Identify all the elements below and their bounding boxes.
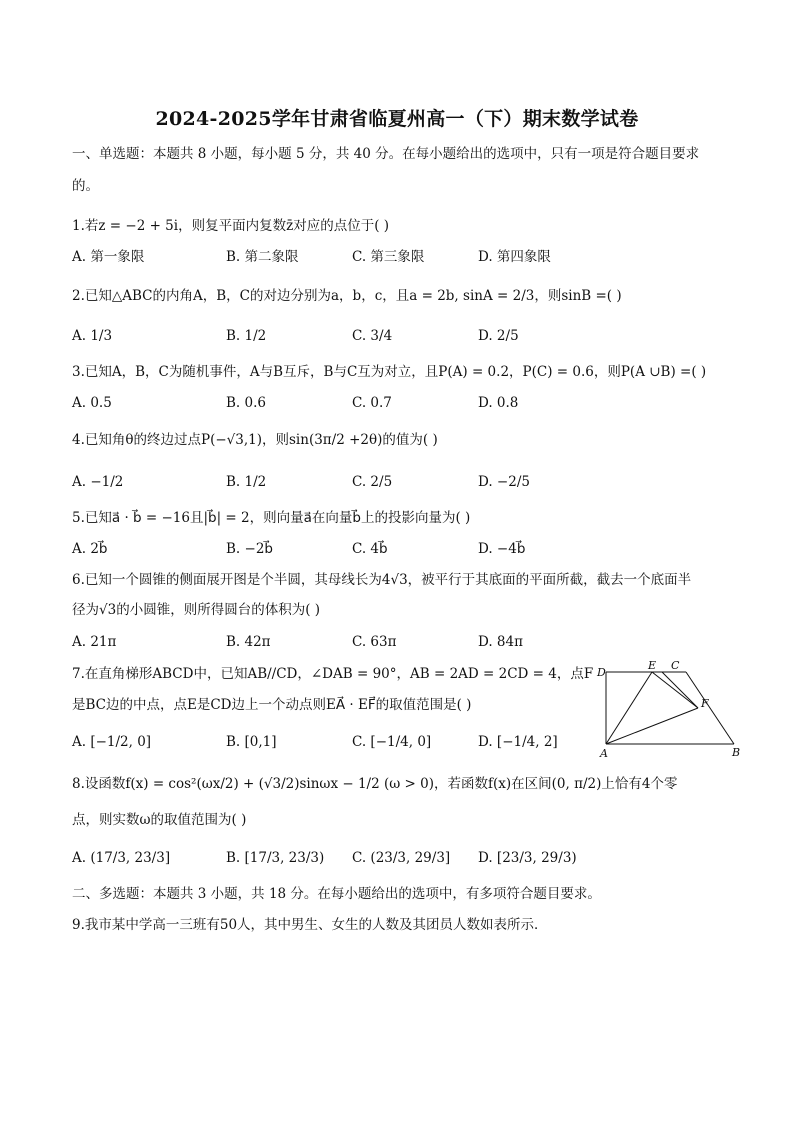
q8-option-d: D. [23/3, 29/3) — [478, 850, 577, 866]
q4-option-a: A. −1/2 — [72, 474, 124, 490]
question-8-stem: 8.设函数f(x) = cos²(ωx/2) + (√3/2)sinωx − 1/2 (ω > 0)，若函数f(x)在区间(0, π/2)上恰有4个零 — [72, 776, 678, 792]
question-6-options — [72, 632, 552, 652]
question-5-options — [72, 539, 552, 559]
question-7-options — [72, 732, 558, 752]
trapezoid-figure — [594, 660, 744, 760]
question-6-stem: 6.已知一个圆锥的侧面展开图是个半圆，其母线长为4√3，被平行于其底面的平面所截，截去一个底面半 — [72, 572, 692, 588]
label-c: C — [671, 660, 680, 672]
exam-title: 2024-2025学年甘肃省临夏州高一（下）期末数学试卷 — [155, 108, 639, 130]
question-8-stem-cont: 点，则实数ω的取值范围为( ) — [72, 812, 247, 828]
question-3-options — [72, 393, 552, 413]
question-2-stem: 2.已知△ABC的内角A，B，C的对边分别为a，b，c，且a = 2b, sinA = 2/3，则sinB =( ) — [72, 288, 622, 304]
question-1-stem: 1.若z = −2 + 5i，则复平面内复数z̄对应的点位于( ) — [72, 218, 390, 234]
label-b: B — [732, 746, 741, 759]
q8-option-b: B. [17/3, 23/3) — [226, 850, 325, 866]
question-4-options — [72, 472, 552, 492]
q3-option-c: C. 0.7 — [352, 395, 392, 411]
q6-option-c: C. 63π — [352, 634, 397, 650]
question-3-stem: 3.已知A，B，C为随机事件，A与B互斥，B与C互为对立，且P(A) = 0.2，P(C) = 0.6，则P(A ∪B) =( ) — [72, 364, 707, 380]
question-9-stem: 9.我市某中学高一三班有50人，其中男生、女生的人数及其团员人数如表所示． — [72, 917, 548, 933]
q5-option-d: D. −4b⃗ — [478, 541, 526, 557]
q1-option-c: C. 第三象限 — [352, 249, 425, 265]
segment-af — [606, 708, 698, 744]
q5-option-c: C. 4b⃗ — [352, 541, 388, 557]
q4-option-d: D. −2/5 — [478, 474, 530, 490]
q6-option-d: D. 84π — [478, 634, 523, 650]
question-1-options — [72, 247, 552, 267]
q7-option-b: B. [0,1] — [226, 734, 277, 750]
q6-option-b: B. 42π — [226, 634, 271, 650]
question-4-stem: 4.已知角θ的终边过点P(−√3,1)，则sin(3π/2 +2θ)的值为( ) — [72, 432, 438, 448]
q5-option-b: B. −2b⃗ — [226, 541, 273, 557]
q3-option-a: A. 0.5 — [72, 395, 112, 411]
label-f: F — [701, 697, 709, 710]
q1-option-d: D. 第四象限 — [478, 249, 551, 265]
question-6-stem-cont: 径为√3的小圆锥，则所得圆台的体积为( ) — [72, 602, 321, 618]
label-a: A — [600, 747, 608, 760]
label-e: E — [648, 660, 657, 672]
q1-option-a: A. 第一象限 — [72, 249, 145, 265]
q7-option-c: C. [−1/4, 0] — [352, 734, 432, 750]
label-d: D — [597, 666, 606, 679]
q3-option-b: B. 0.6 — [226, 395, 266, 411]
question-7-stem-cont: 是BC边的中点，点E是CD边上一个动点则EA⃗ · EF⃗的取值范围是( ) — [72, 697, 472, 713]
q4-option-c: C. 2/5 — [352, 474, 393, 490]
edge-cb — [686, 672, 734, 744]
q2-option-a: A. 1/3 — [72, 328, 113, 344]
section-1-heading: 一、单选题：本题共 8 小题，每小题 5 分，共 40 分。在每小题给出的选项中，只有一项是符合题目要求 — [72, 146, 700, 162]
section-2-heading: 二、多选题：本题共 3 小题，共 18 分。在每小题给出的选项中，有多项符合题目要求。 — [72, 886, 601, 902]
question-8-options — [72, 848, 577, 868]
question-2-options — [72, 326, 552, 346]
q6-option-a: A. 21π — [72, 634, 117, 650]
q5-option-a: A. 2b⃗ — [72, 541, 108, 557]
q4-option-b: B. 1/2 — [226, 474, 267, 490]
q2-option-b: B. 1/2 — [226, 328, 267, 344]
section-1-heading-cont: 的。 — [72, 178, 99, 194]
question-5-stem: 5.已知a⃗ · b⃗ = −16且|b⃗| = 2，则向量a⃗在向量b⃗上的投影向量为( ) — [72, 510, 471, 526]
q8-option-c: C. (23/3, 29/3] — [352, 850, 451, 866]
segment-ae — [606, 672, 652, 744]
q1-option-b: B. 第二象限 — [226, 249, 299, 265]
segment-ef — [652, 672, 698, 708]
q8-option-a: A. (17/3, 23/3] — [72, 850, 171, 866]
question-7-stem: 7.在直角梯形ABCD中，已知AB//CD，∠DAB = 90°，AB = 2AD = 2CD = 4，点F — [72, 666, 594, 682]
q7-option-a: A. [−1/2, 0] — [72, 734, 152, 750]
segment-cf-part — [662, 672, 698, 708]
q7-option-d: D. [−1/4, 2] — [478, 734, 558, 750]
q2-option-d: D. 2/5 — [478, 328, 519, 344]
q3-option-d: D. 0.8 — [478, 395, 519, 411]
q2-option-c: C. 3/4 — [352, 328, 393, 344]
